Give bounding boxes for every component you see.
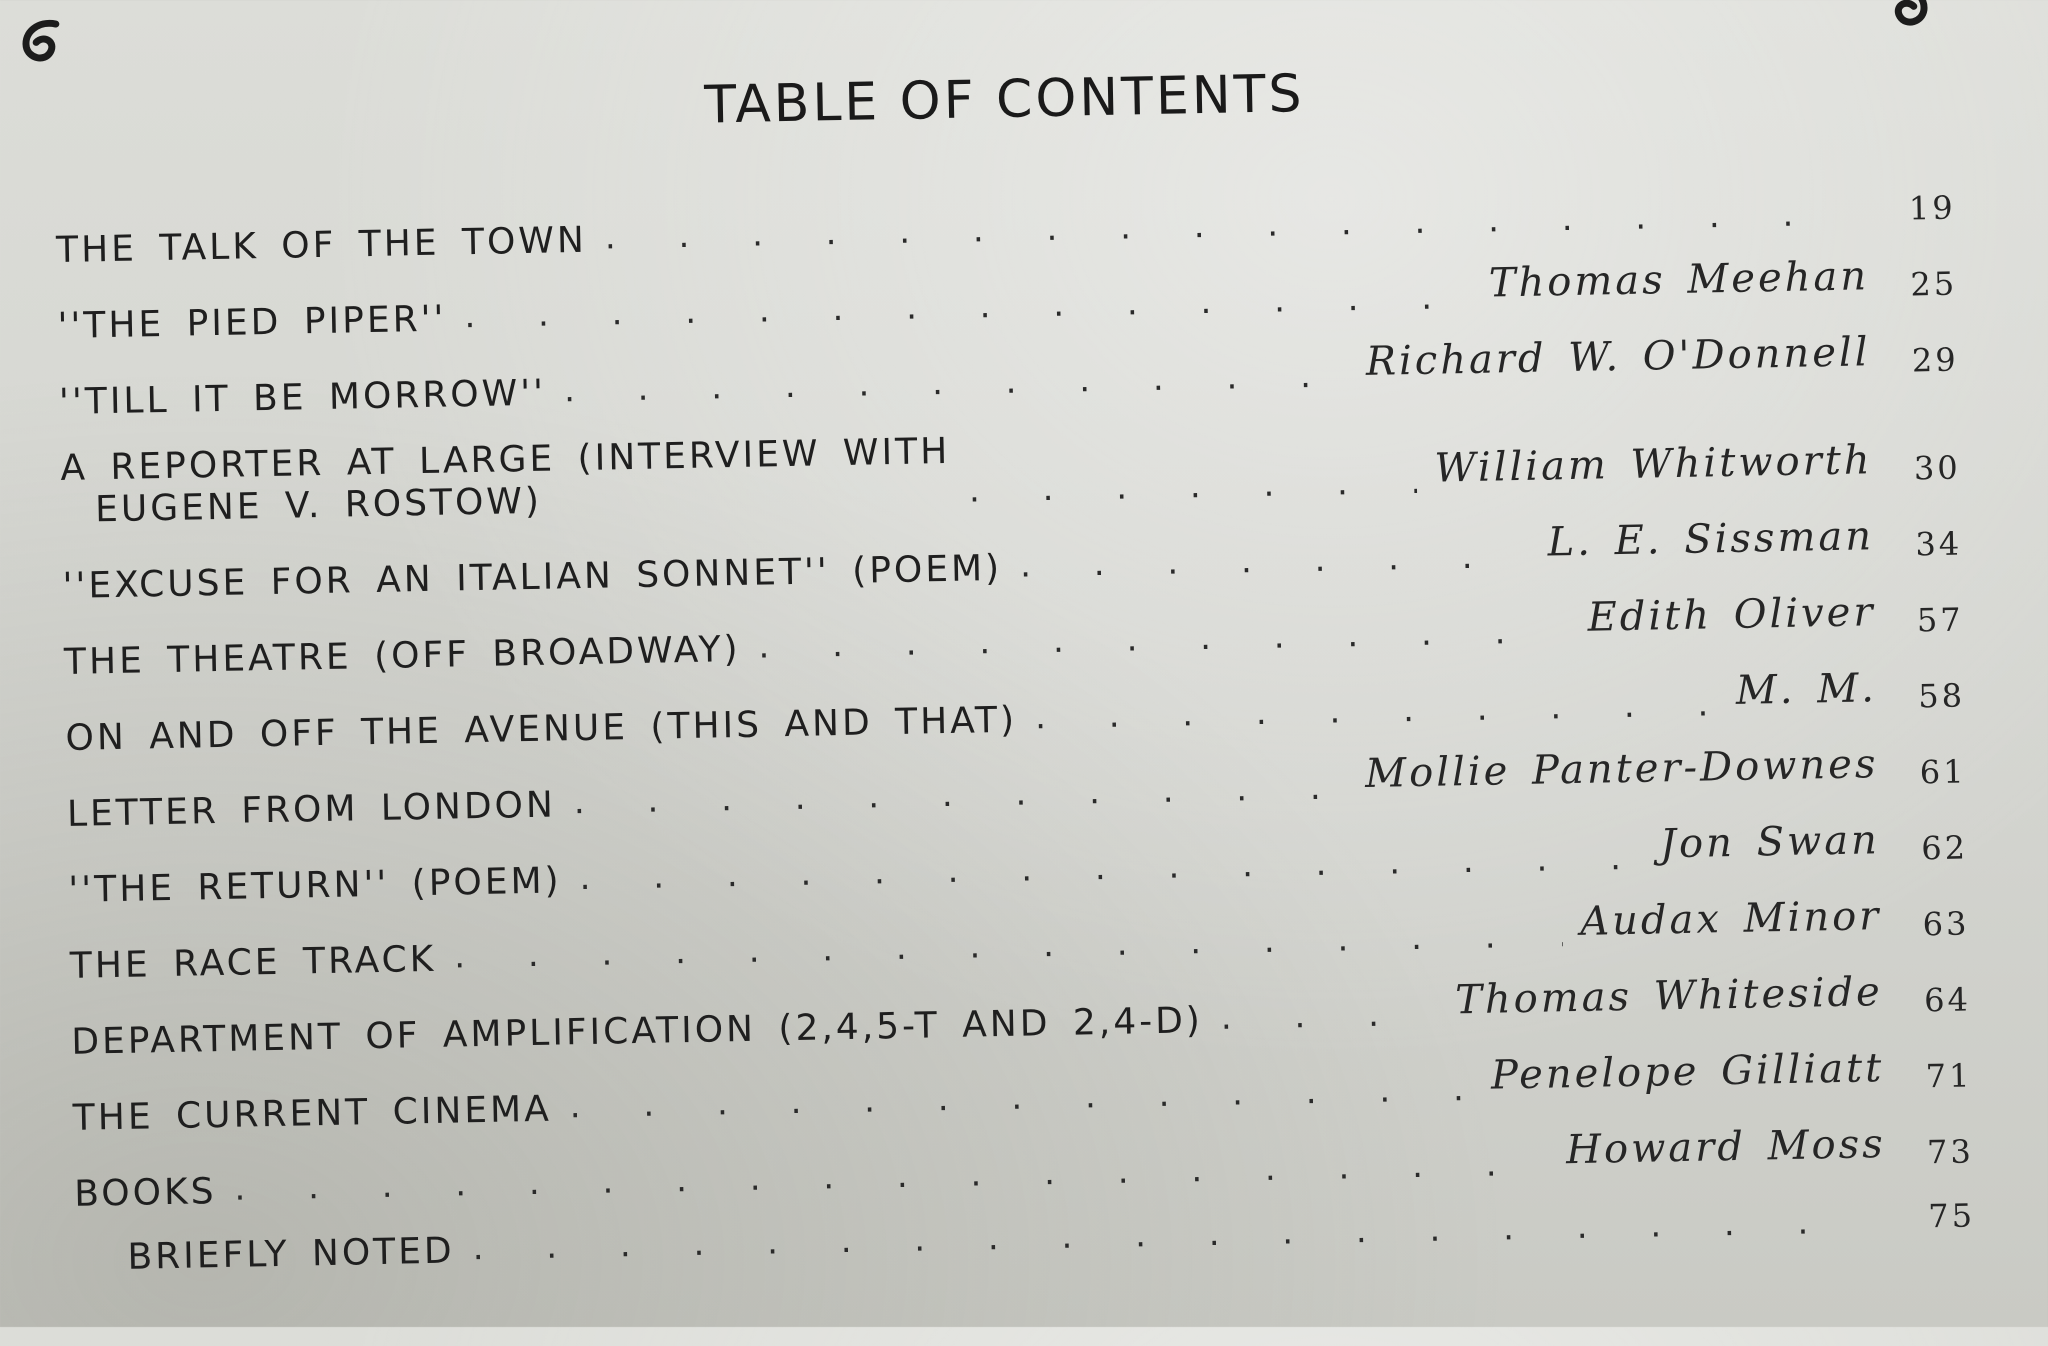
entry-page-number: 19	[1867, 188, 1956, 240]
entry-page-number: 61	[1878, 751, 1967, 803]
entry-page-number: 62	[1880, 827, 1969, 879]
entry-page-number: 29	[1870, 340, 1959, 392]
entry-author: Thomas Meehan	[1488, 253, 1869, 322]
entry-title: ''EXCUSE FOR AN ITALIAN SONNET'' (POEM)	[62, 548, 1002, 610]
entry-page-number: 34	[1874, 524, 1963, 576]
entry-author: Howard Moss	[1566, 1121, 1887, 1189]
entry-author: Thomas Whiteside	[1455, 969, 1884, 1039]
entry-page-number: 30	[1872, 448, 1961, 500]
table-of-contents	[55, 162, 1975, 1282]
page-title: TABLE OF CONTENTS	[0, 50, 2020, 149]
entry-page-number: 63	[1881, 903, 1970, 955]
entry-title: THE RACE TRACK	[70, 939, 437, 990]
entry-author: William Whitworth	[1434, 437, 1873, 507]
entry-page-number: 73	[1885, 1131, 1974, 1183]
scroll-curl-left-icon	[16, 18, 77, 69]
entry-title: ''THE PIED PIPER''	[57, 299, 447, 350]
entry-title: THE THEATRE (OFF BROADWAY)	[64, 629, 741, 686]
entry-author: M. M.	[1735, 665, 1877, 730]
entry-title-line1: A REPORTER AT LARGE (INTERVIEW WITH	[60, 431, 951, 489]
entry-page-number: 58	[1877, 675, 1966, 727]
entry-page-number: 75	[1887, 1195, 1976, 1247]
entry-author: Mollie Panter-Downes	[1365, 741, 1879, 813]
entry-author: L. E. Sissman	[1547, 513, 1875, 581]
entry-author: Edith Oliver	[1587, 589, 1876, 657]
entry-title: BRIEFLY NOTED	[75, 1231, 455, 1282]
entry-author: Richard W. O'Donnell	[1365, 329, 1871, 401]
entry-title-line2: EUGENE V. ROSTOW)	[61, 473, 952, 532]
entry-title: ''TILL IT BE MORROW''	[59, 373, 547, 426]
entry-title: BOOKS	[74, 1171, 217, 1218]
entry-title: THE CURRENT CINEMA	[72, 1089, 552, 1142]
entry-page-number: 64	[1883, 979, 1972, 1031]
entry-title: THE TALK OF THE TOWN	[56, 220, 588, 274]
leader-dots	[1220, 994, 1438, 1044]
entry-title: LETTER FROM LONDON	[67, 785, 557, 838]
entry-page-number: 57	[1875, 599, 1964, 651]
entry-author: Jon Swan	[1660, 817, 1881, 883]
entry-author: Audax Minor	[1580, 893, 1882, 961]
entry-title: ON AND OFF THE AVENUE (THIS AND THAT)	[65, 700, 1017, 762]
entry-page-number: 71	[1884, 1055, 1973, 1107]
scroll-curl-right-icon	[1873, 0, 1934, 33]
entry-page-number: 25	[1869, 264, 1958, 316]
entry-author: Penelope Gilliatt	[1491, 1045, 1885, 1115]
entry-title: DEPARTMENT OF AMPLIFICATION (2,4,5-T AND 2,4-D)	[71, 1000, 1203, 1066]
leader-dots	[472, 1201, 1869, 1274]
entry-title: ''THE RETURN'' (POEM)	[68, 860, 562, 913]
